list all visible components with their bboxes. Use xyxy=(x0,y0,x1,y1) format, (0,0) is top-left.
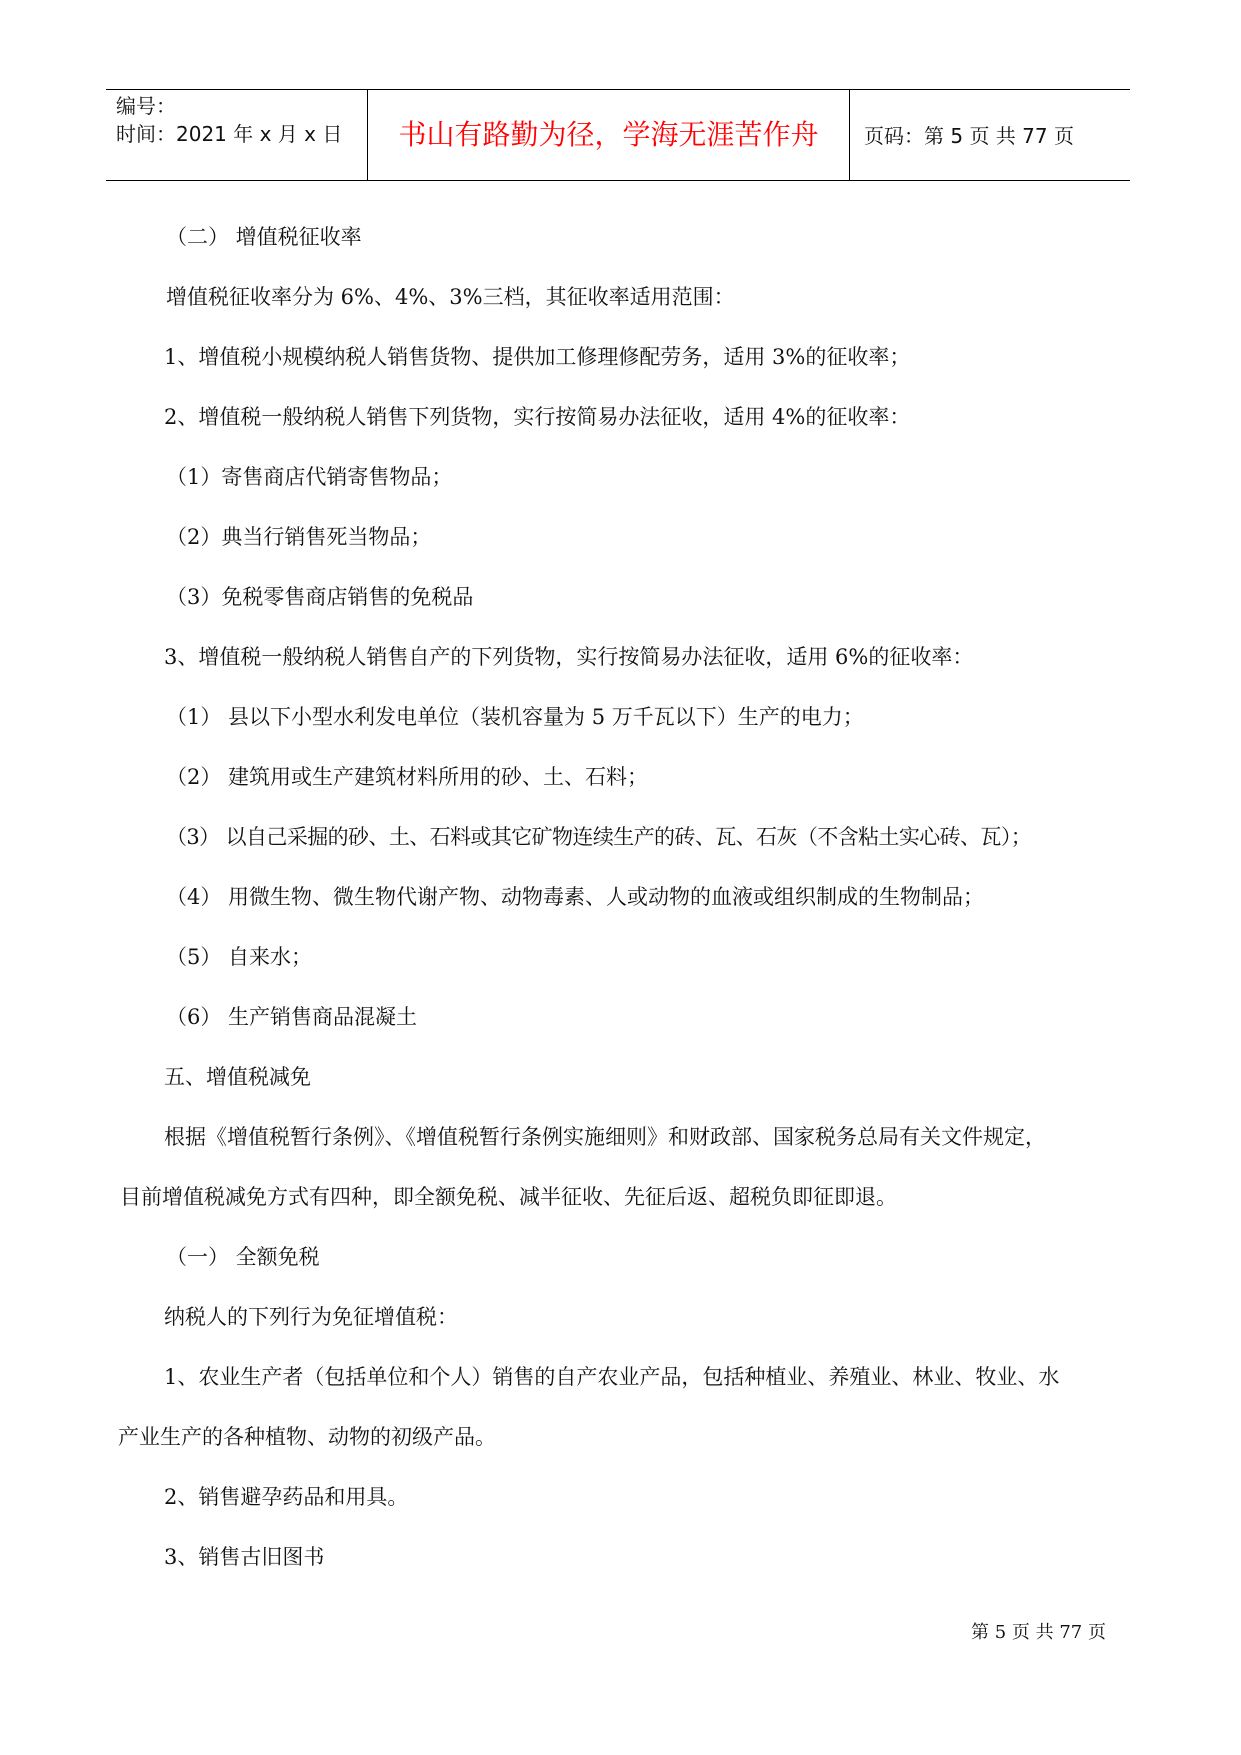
list-item: （2）典当行销售死当物品； xyxy=(166,525,432,549)
list-item: （4） 用微生物、微生物代谢产物、动物毒素、人或动物的血液或组织制成的生物制品； xyxy=(166,885,985,909)
paragraph-line: 1、增值税小规模纳税人销售货物、提供加工修理修配劳务，适用 3%的征收率； xyxy=(164,345,911,369)
section-heading: 五、增值税减免 xyxy=(164,1065,311,1089)
paragraph-line: 增值税征收率分为 6%、4%、3%三档，其征收率适用范围： xyxy=(166,285,735,309)
paragraph-line: 目前增值税减免方式有四种，即全额免税、减半征收、先征后返、超税负即征即退。 xyxy=(120,1185,897,1209)
section-heading: （一） 全额免税 xyxy=(166,1245,320,1269)
header-page-label: 页码：第 5 页 共 77 页 xyxy=(864,124,1074,148)
list-item: （1）寄售商店代销寄售物品； xyxy=(166,465,453,489)
section-heading: （二） 增值税征收率 xyxy=(166,225,362,249)
page-footer: 第 5 页 共 77 页 xyxy=(971,1622,1106,1643)
paragraph-line: 2、增值税一般纳税人销售下列货物，实行按简易办法征收，适用 4%的征收率： xyxy=(164,405,911,429)
paragraph-line: 1、农业生产者（包括单位和个人）销售的自产农业产品，包括种植业、养殖业、林业、牧业、水 xyxy=(164,1365,1060,1389)
paragraph-line: 纳税人的下列行为免征增值税： xyxy=(164,1305,458,1329)
paragraph-line: 3、增值税一般纳税人销售自产的下列货物，实行按简易办法征收，适用 6%的征收率： xyxy=(164,645,974,669)
list-item: （1） 县以下小型水利发电单位（装机容量为 5 万千瓦以下）生产的电力； xyxy=(166,705,864,729)
list-item: （3） 以自己采掘的砂、土、石料或其它矿物连续生产的砖、瓦、石灰（不含粘土实心砖、瓦）； xyxy=(166,825,1032,849)
paragraph-line: 产业生产的各种植物、动物的初级产品。 xyxy=(118,1425,496,1449)
header-time-label: 时间：2021 年 x 月 x 日 xyxy=(116,122,343,146)
header-number-label: 编号： xyxy=(116,94,176,118)
paragraph-line: 根据《增值税暂行条例》、《增值税暂行条例实施细则》和财政部、国家税务总局有关文件规定， xyxy=(164,1125,1046,1149)
header-divider xyxy=(849,90,850,180)
paragraph-line: 3、销售古旧图书 xyxy=(164,1545,325,1569)
paragraph-line: 2、销售避孕药品和用具。 xyxy=(164,1485,409,1509)
document-header xyxy=(106,89,1130,181)
list-item: （6） 生产销售商品混凝土 xyxy=(166,1005,418,1029)
header-motto: 书山有路勤为径，学海无涯苦作舟 xyxy=(398,118,819,151)
list-item: （3）免税零售商店销售的免税品 xyxy=(166,585,474,609)
list-item: （2） 建筑用或生产建筑材料所用的砂、土、石料； xyxy=(166,765,649,789)
list-item: （5） 自来水； xyxy=(166,945,313,969)
